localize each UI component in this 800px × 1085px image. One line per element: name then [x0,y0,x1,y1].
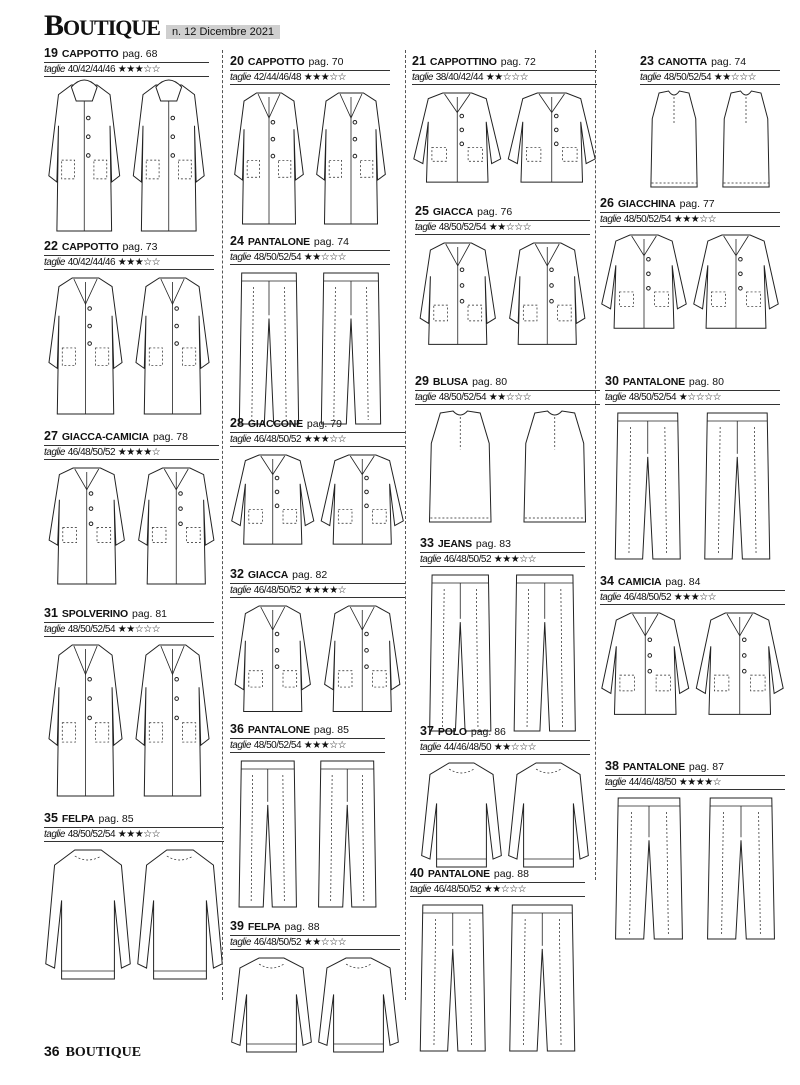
item-page: pag. 87 [688,761,724,773]
item-page: pag. 80 [688,376,724,388]
garment-drawing [230,87,390,228]
pattern-item-21 [412,55,597,205]
sizes-label: taglie [230,72,251,83]
item-page: pag. 79 [306,418,342,430]
difficulty-stars: ★★★☆☆ [303,72,347,83]
item-number: 23 [640,54,654,68]
pattern-item-20 [230,55,390,230]
garment-drawing [605,407,780,563]
pattern-item-29 [415,375,600,530]
item-sizes [230,935,400,950]
sizes-label: taglie [230,740,251,751]
item-sizes [44,622,214,637]
item-page: pag. 82 [292,569,328,581]
difficulty-stars: ★★★☆☆ [673,592,717,603]
item-sizes [415,220,590,235]
pattern-item-35 [44,812,224,987]
pattern-item-23 [640,55,780,195]
sizes-label: taglie [420,554,441,565]
item-name: PANTALONE [247,236,310,248]
item-name: CAPPOTTO [61,48,119,60]
garment-drawing [230,267,390,428]
item-number: 24 [230,234,244,248]
sizes-label: taglie [230,252,251,263]
sizes-values: 48/50/52/54 [623,214,672,225]
garment-drawing [44,639,214,800]
sizes-values: 44/46/48/50 [628,777,677,788]
item-sizes [415,390,600,405]
sizes-label: taglie [44,64,65,75]
item-number: 35 [44,811,58,825]
item-number: 21 [412,54,426,68]
sizes-values: 48/50/52/54 [438,222,487,233]
garment-drawing [412,87,597,203]
difficulty-stars: ★★☆☆☆ [303,937,347,948]
sizes-values: 48/50/52/54 [438,392,487,403]
item-header [605,760,785,774]
sizes-label: taglie [230,937,251,948]
item-name: CAPPOTTO [247,56,305,68]
item-header [415,375,600,389]
pattern-item-34 [600,575,785,740]
item-sizes [230,70,390,85]
item-header [44,240,214,254]
item-page: pag. 70 [308,56,344,68]
difficulty-stars: ★★☆☆☆ [488,392,532,403]
difficulty-stars: ★☆☆☆☆ [678,392,722,403]
pattern-item-28 [230,417,405,567]
item-number: 34 [600,574,614,588]
sizes-values: 46/48/50/52 [623,592,672,603]
item-header [410,867,585,881]
item-number: 25 [415,204,429,218]
item-header [230,417,405,431]
pattern-item-32 [230,568,405,738]
difficulty-stars: ★★☆☆☆ [488,222,532,233]
difficulty-stars: ★★☆☆☆ [713,72,757,83]
garment-drawing [44,272,214,418]
item-page: pag. 85 [313,724,349,736]
sizes-values: 42/44/46/48 [253,72,302,83]
item-number: 31 [44,606,58,620]
item-number: 38 [605,759,619,773]
sizes-values: 40/42/44/46 [67,64,116,75]
garment-drawing [415,407,600,528]
item-name: FELPA [61,813,95,825]
item-sizes [44,255,214,270]
item-page: pag. 76 [477,206,513,218]
column-divider [405,50,406,1000]
column-divider [222,50,223,1000]
pattern-item-39 [230,920,400,1060]
sizes-values: 44/46/48/50 [443,742,492,753]
item-page: pag. 78 [152,431,188,443]
garment-drawing [44,79,209,235]
difficulty-stars: ★★☆☆☆ [493,742,537,753]
sizes-label: taglie [415,392,436,403]
sizes-values: 48/50/52/54 [67,829,116,840]
sizes-values: 46/48/50/52 [253,937,302,948]
item-page: pag. 83 [475,538,511,550]
difficulty-stars: ★★☆☆☆ [117,624,161,635]
difficulty-stars: ★★☆☆☆ [485,72,529,83]
item-page: pag. 86 [470,726,506,738]
item-number: 28 [230,416,244,430]
garment-drawing [600,607,785,738]
difficulty-stars: ★★★★☆ [303,585,347,596]
garment-drawing [600,229,780,350]
item-name: CAMICIA [617,576,662,588]
garment-drawing [230,600,405,736]
pattern-item-24 [230,235,390,430]
pattern-item-40 [410,867,585,1057]
item-name: PANTALONE [622,376,685,388]
sizes-values: 48/50/52/54 [663,72,712,83]
item-header [230,235,390,249]
sizes-label: taglie [410,884,431,895]
pattern-item-30 [605,375,780,565]
item-header [44,812,224,826]
item-page: pag. 77 [679,198,715,210]
item-page: pag. 84 [665,576,701,588]
item-number: 33 [420,536,434,550]
garment-drawing [44,844,224,985]
item-header [230,723,385,737]
sizes-values: 46/48/50/52 [253,434,302,445]
garment-drawing [420,757,590,873]
item-page: pag. 72 [500,56,536,68]
item-page: pag. 68 [122,48,158,60]
item-header [230,55,390,69]
item-name: PANTALONE [427,868,490,880]
item-number: 20 [230,54,244,68]
column-divider [595,50,596,880]
item-name: GIACCA [247,569,289,581]
item-header [600,575,785,589]
item-sizes [640,70,780,85]
item-page: pag. 88 [284,921,320,933]
garment-drawing [230,952,400,1058]
issue-label: n. 12 Dicembre 2021 [166,25,280,39]
sizes-values: 48/50/52/54 [253,252,302,263]
sizes-values: 38/40/42/44 [435,72,484,83]
item-name: CAPPOTTINO [429,56,497,68]
item-number: 26 [600,196,614,210]
page-number: 36 [44,1043,60,1059]
item-header [230,920,400,934]
item-number: 40 [410,866,424,880]
sizes-label: taglie [640,72,661,83]
item-sizes [44,62,209,77]
item-header [415,205,590,219]
sizes-values: 48/50/52/54 [67,624,116,635]
item-sizes [420,740,590,755]
sizes-label: taglie [412,72,433,83]
item-name: FELPA [247,921,281,933]
item-sizes [600,590,785,605]
difficulty-stars: ★★★★☆ [678,777,722,788]
item-name: GIACCA-CAMICIA [61,431,149,443]
item-page: pag. 80 [472,376,508,388]
item-sizes [420,552,585,567]
sizes-label: taglie [420,742,441,753]
item-page: pag. 73 [122,241,158,253]
item-sizes [230,432,405,447]
sizes-values: 46/48/50/52 [253,585,302,596]
sizes-label: taglie [44,829,65,840]
item-header [44,430,219,444]
garment-drawing [230,449,405,565]
page-footer [44,1043,141,1061]
garment-drawing [640,87,780,193]
sizes-label: taglie [600,592,621,603]
item-page: pag. 74 [711,56,747,68]
difficulty-stars: ★★★★☆ [117,447,161,458]
item-number: 19 [44,46,58,60]
item-name: PANTALONE [247,724,310,736]
item-name: CAPPOTTO [61,241,119,253]
item-sizes [605,775,785,790]
item-name: PANTALONE [622,761,685,773]
difficulty-stars: ★★★☆☆ [303,740,347,751]
item-number: 29 [415,374,429,388]
pattern-item-26 [600,197,780,352]
item-header [640,55,780,69]
item-header [230,568,405,582]
item-page: pag. 81 [131,608,168,620]
sizes-values: 46/48/50/52 [433,884,482,895]
sizes-label: taglie [44,447,65,458]
sizes-values: 46/48/50/52 [67,447,116,458]
difficulty-stars: ★★★☆☆ [117,64,161,75]
item-name: JEANS [437,538,472,550]
sizes-label: taglie [44,624,65,635]
sizes-label: taglie [230,585,251,596]
item-header [420,537,585,551]
item-number: 27 [44,429,58,443]
pattern-item-25 [415,205,590,370]
item-sizes [230,738,385,753]
item-number: 30 [605,374,619,388]
garment-drawing [605,792,785,943]
masthead [44,9,280,42]
item-number: 22 [44,239,58,253]
item-name: GIACCHINA [617,198,676,210]
pattern-item-33 [420,537,585,737]
item-name: SPOLVERINO [61,608,128,620]
item-number: 37 [420,724,434,738]
item-page: pag. 88 [493,868,529,880]
pattern-item-22 [44,240,214,420]
item-page: pag. 85 [98,813,134,825]
item-number: 36 [230,722,244,736]
item-number: 39 [230,919,244,933]
garment-drawing [415,237,590,368]
sizes-values: 48/50/52/54 [253,740,302,751]
sizes-label: taglie [600,214,621,225]
pattern-item-31 [44,607,214,802]
item-sizes [230,250,390,265]
item-sizes [44,445,219,460]
item-name: BLUSA [432,376,469,388]
garment-drawing [44,462,219,588]
item-header [44,47,209,61]
item-header [600,197,780,211]
difficulty-stars: ★★★☆☆ [117,829,161,840]
item-number: 32 [230,567,244,581]
item-header [605,375,780,389]
sizes-label: taglie [230,434,251,445]
difficulty-stars: ★★★☆☆ [493,554,537,565]
pattern-item-36 [230,723,385,913]
item-sizes [410,882,585,897]
pattern-item-27 [44,430,219,590]
difficulty-stars: ★★★☆☆ [117,257,161,268]
difficulty-stars: ★★★☆☆ [673,214,717,225]
sizes-label: taglie [605,392,626,403]
difficulty-stars: ★★★☆☆ [303,434,347,445]
garment-drawing [420,569,585,735]
sizes-label: taglie [44,257,65,268]
pattern-item-37 [420,725,590,875]
item-sizes [412,70,597,85]
footer-brand: BOUTIQUE [65,1045,142,1060]
item-page: pag. 74 [313,236,349,248]
pattern-item-19 [44,47,209,237]
difficulty-stars: ★★☆☆☆ [483,884,527,895]
garment-drawing [410,899,585,1055]
item-header [412,55,597,69]
item-name: GIACCA [432,206,474,218]
sizes-values: 48/50/52/54 [628,392,677,403]
sizes-label: taglie [605,777,626,788]
sizes-label: taglie [415,222,436,233]
item-header [420,725,590,739]
item-name: GIACCONE [247,418,303,430]
item-sizes [44,827,224,842]
item-name: CANOTTA [657,56,708,68]
sizes-values: 46/48/50/52 [443,554,492,565]
brand-logo: BOUTIQUE [44,9,160,42]
garment-drawing [230,755,385,911]
difficulty-stars: ★★☆☆☆ [303,252,347,263]
item-header [44,607,214,621]
item-name: POLO [437,726,467,738]
pattern-item-38 [605,760,785,945]
item-sizes [230,583,405,598]
item-sizes [600,212,780,227]
item-sizes [605,390,780,405]
sizes-values: 40/42/44/46 [67,257,116,268]
